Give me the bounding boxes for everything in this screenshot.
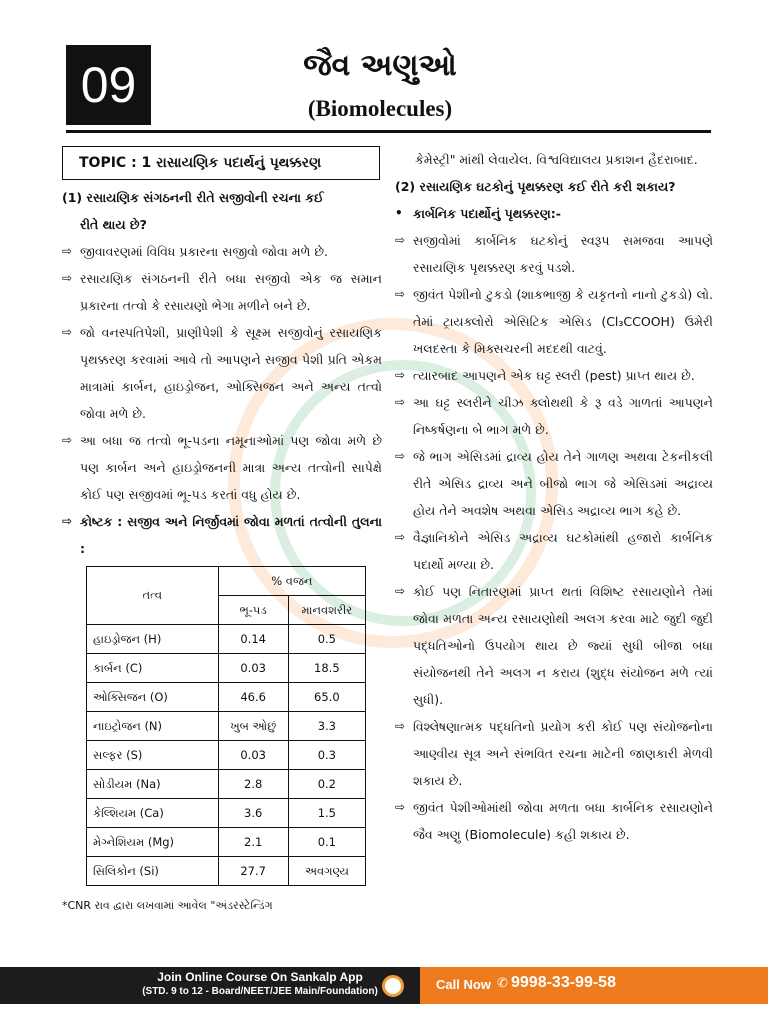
list-item: ⇨ વિશ્લેષણાત્મક પદ્ધતિનો પ્રયોગ કરી કોઈ પણ સંયોજનોના આણ્વીય સૂત્ર અને સંભવિત રચના માટેની જાણકારી મેળવી શકાય છે. (395, 713, 713, 794)
table-row (87, 799, 366, 828)
table-row (87, 828, 366, 857)
arrow-icon: ⇨ (395, 584, 406, 598)
header-rule (66, 130, 711, 133)
arrow-icon: ⇨ (62, 325, 73, 339)
question-1-cont: રીતે થાય છે? (80, 217, 147, 232)
table-header-weight: % વજન (218, 567, 365, 596)
sankalp-logo-icon (382, 975, 404, 997)
list-item: ⇨ કોષ્ટક : સજીવ અને નિર્જીવમાં જોવા મળતાં તત્વોની તુલના : (62, 508, 382, 562)
list-item: • કાર્બનિક પદાર્થોનું પૃથક્કરણ:- (395, 200, 713, 227)
element-name-cell: સોડીયમ (Na) (87, 770, 219, 799)
list-item: ⇨ જો વનસ્પતિપેશી, પ્રાણીપેશી કે સૂક્ષ્મ સજીવોનું રસાયણિક પૃથક્કરણ કરવામાં આવે તો આપણને સજીવ પેશી પ્રતિ એકમ માત્રામાં કાર્બન, હાઇડ્રોજન, ઓક્સિજન અને અન્ય તત્વો જોવા મળે છે. (62, 319, 382, 427)
arrow-icon: ⇨ (395, 368, 406, 382)
human-value-cell: 0.3 (288, 741, 365, 770)
table-header-earth: ભૂ-પડ (218, 596, 288, 625)
human-value-cell: 0.1 (288, 828, 365, 857)
page-subtitle: (Biomolecules) (307, 96, 453, 121)
element-name-cell: ઓક્સિજન (O) (87, 683, 219, 712)
page-title: જૈવ અણુઓ (303, 48, 457, 83)
phone-number[interactable]: 9998-33-99-58 (511, 974, 616, 991)
element-name-cell: સિલિકોન (Si) (87, 857, 219, 886)
list-item: ⇨ સજીવોમાં કાર્બનિક ઘટકોનું સ્વરૂપ સમજવા આપણે રસાયણિક પૃથક્કરણ કરવું પડશે. (395, 227, 713, 281)
table-row (87, 683, 366, 712)
element-name-cell: કાર્બન (C) (87, 654, 219, 683)
earth-value-cell: 0.14 (218, 625, 288, 654)
table-row (87, 857, 366, 886)
list-item: ⇨ કોઈ પણ નિતારણમાં પ્રાપ્ત થતાં વિશિષ્ટ રસાયણોને તેમાં જોવા મળતા અન્ય રસાયણોથી અલગ કરવા માટે જુદી જુદી પદ્ધતિઓનો ઉપયોગ થાય છે જ્યાં સુધી બીજા બધા સંયોજનથી તેને અલગ ન કરાય (શુદ્ધ સંયોજન મળે ત્યાં સુધી). (395, 578, 713, 713)
footer-banner (0, 967, 768, 1004)
arrow-icon: ⇨ (395, 530, 406, 544)
earth-value-cell: 0.03 (218, 654, 288, 683)
human-value-cell: 0.2 (288, 770, 365, 799)
human-value-cell: 18.5 (288, 654, 365, 683)
human-value-cell: અવગણ્ય (288, 857, 365, 886)
left-column (62, 146, 382, 919)
list-item: ⇨ જીવંત પેશીઓમાંથી જોવા મળતા બધા કાર્બનિક રસાયણોને જૈવ અણુ (Biomolecule) કહી શકાય છે. (395, 794, 713, 848)
human-value-cell: 0.5 (288, 625, 365, 654)
arrow-icon: ⇨ (395, 800, 406, 814)
topic-heading: TOPIC : 1 રાસાયણિક પદાર્થનું પૃથક્કરણ (62, 146, 380, 180)
question-1: (1) રસાયણિક સંગઠનની રીતે સજીવોની રચના કઈ (62, 190, 324, 205)
element-name-cell: કેલ્શિયમ (Ca) (87, 799, 219, 828)
arrow-icon: ⇨ (62, 514, 73, 528)
footer-promo-sub: (STD. 9 to 12 - Board/NEET/JEE Main/Foundation) (142, 986, 378, 997)
element-name-cell: સલ્ફર (S) (87, 741, 219, 770)
earth-value-cell: 3.6 (218, 799, 288, 828)
human-value-cell: 3.3 (288, 712, 365, 741)
earth-value-cell: 2.1 (218, 828, 288, 857)
list-item: ⇨ જે ભાગ એસિડમાં દ્રાવ્ય હોય તેને ગાળણ અથવા ટેકનીકલી રીતે એસિડ દ્રાવ્ય અને બીજો ભાગ જે એસિડમાં અદ્રાવ્ય હોય તેને અવશેષ અથવા એસિડ અદ્રાવ્ય ભાગ કહે છે. (395, 443, 713, 524)
table-header-element: તત્વ (87, 567, 219, 625)
element-name-cell: હાઇડ્રોજન (H) (87, 625, 219, 654)
right-column (395, 146, 713, 848)
element-name-cell: મેગ્નેશિયમ (Mg) (87, 828, 219, 857)
list-item: ⇨ રસાયણિક સંગઠનની રીતે બધા સજીવો એક જ સમાન પ્રકારના તત્વો કે રસાયણો ભેગા મળીને બને છે. (62, 265, 382, 319)
table-row (87, 625, 366, 654)
footnote: *CNR રાવ દ્વારા લખવામાં આવેલ "અંડરસ્ટેન્ડિંગ (62, 899, 273, 912)
continued-text: કેમેસ્ટ્રી" માંથી લેવાયેલ. વિશ્વવિદ્યાલય પ્રકાશન હૈદરાબાદ. (415, 152, 698, 167)
list-item: ⇨ જીવંત પેશીનો ટુકડો (શાકભાજી કે યકૃતનો નાનો ટુકડો) લો. તેમાં ટ્રાયક્લોરો એસિટિક એસિડ (Cl₃CCOOH) ઉમેરી ખલદસ્તા કે મિક્સચરની મદદથી વાટવું. (395, 281, 713, 362)
earth-value-cell: 27.7 (218, 857, 288, 886)
call-now-label: Call Now (436, 977, 491, 992)
phone-icon: ✆ (497, 976, 508, 991)
table-row (87, 712, 366, 741)
table-row (87, 654, 366, 683)
arrow-icon: ⇨ (395, 449, 406, 463)
table-row (87, 770, 366, 799)
human-value-cell: 65.0 (288, 683, 365, 712)
elements-table (86, 566, 366, 886)
arrow-icon: ⇨ (395, 287, 406, 301)
list-item: ⇨ ત્યારબાદ આપણને એક ઘટ્ટ સ્લરી (pest) પ્રાપ્ત થાય છે. (395, 362, 713, 389)
earth-value-cell: 0.03 (218, 741, 288, 770)
list-item: ⇨ આ બધા જ તત્વો ભૂ-પડના નમૂનાઓમાં પણ જોવા મળે છે પણ કાર્બન અને હાઇડ્રોજનની માત્રા અન્ય તત્વોની સાપેક્ષે કોઈ પણ સજીવમાં ભૂ-પડ કરતાં વધુ હોય છે. (62, 427, 382, 508)
arrow-icon: ⇨ (395, 233, 406, 247)
earth-value-cell: 46.6 (218, 683, 288, 712)
list-item: ⇨ જીવાવરણમાં વિવિધ પ્રકારના સજીવો જોવા મળે છે. (62, 238, 382, 265)
table-row (87, 741, 366, 770)
arrow-icon: ⇨ (395, 719, 406, 733)
earth-value-cell: ખુબ ઓછું (218, 712, 288, 741)
question-2: (2) રસાયણિક ઘટકોનું પૃથક્કરણ કઈ રીતે કરી શકાય? (395, 179, 676, 194)
arrow-icon: ⇨ (62, 271, 73, 285)
element-name-cell: નાઇટ્રોજન (N) (87, 712, 219, 741)
table-header-human: માનવશરીર (288, 596, 365, 625)
footer-promo[interactable]: Join Online Course On Sankalp App (157, 970, 363, 984)
arrow-icon: ⇨ (62, 433, 73, 447)
bullet-icon: • (395, 206, 403, 220)
list-item: ⇨ વૈજ્ઞાનિકોને એસિડ અદ્રાવ્ય ઘટકોમાંથી હજારો કાર્બનિક પદાર્થો મળ્યા છે. (395, 524, 713, 578)
list-item: ⇨ આ ઘટ્ટ સ્લરીને ચીઝ ક્લોથથી કે રૂ વડે ગાળતાં આપણને નિષ્કર્ષણના બે ભાગ મળે છે. (395, 389, 713, 443)
arrow-icon: ⇨ (395, 395, 406, 409)
arrow-icon: ⇨ (62, 244, 73, 258)
chapter-number: 09 (66, 45, 151, 125)
human-value-cell: 1.5 (288, 799, 365, 828)
earth-value-cell: 2.8 (218, 770, 288, 799)
